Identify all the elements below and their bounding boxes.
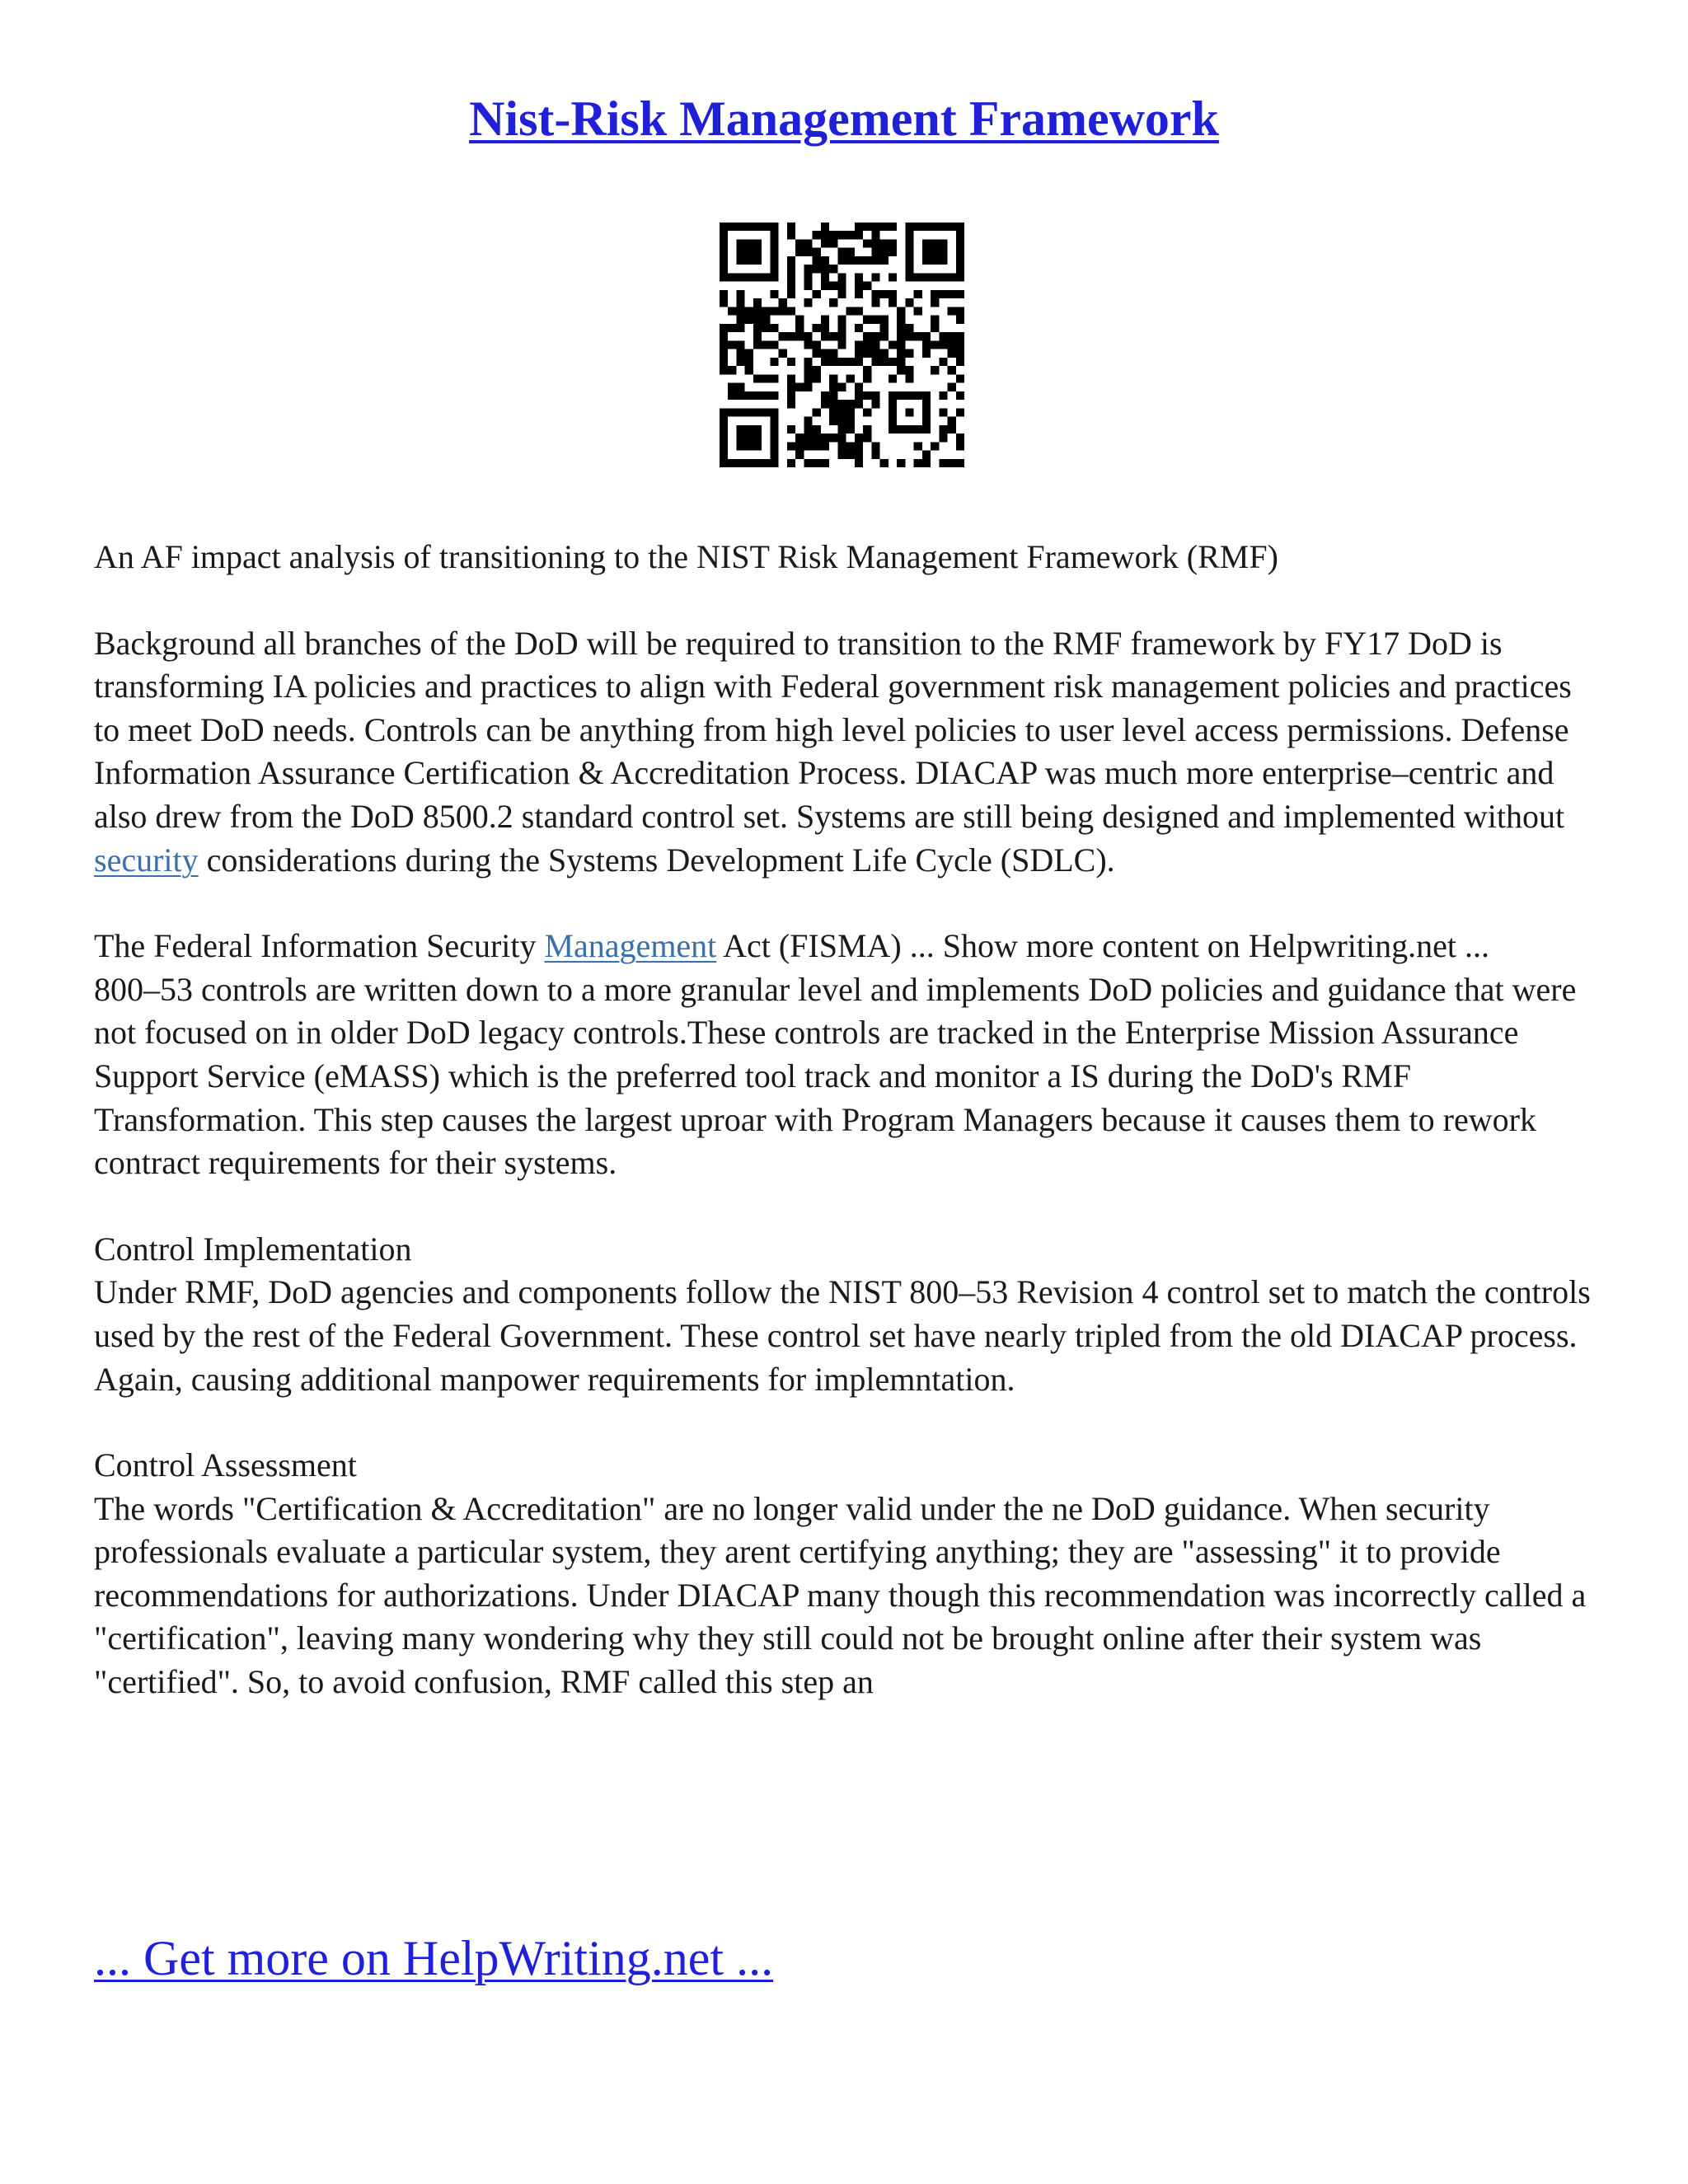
control-implementation-paragraph: Under RMF, DoD agencies and components follow the NIST 800–53 Revision 4 control set to match the controls used by the rest of the Federal Government. These control set have nearly tripled from the old DIACAP process. Again, causing additional manpower requirements for implemntation.	[94, 1273, 1591, 1398]
get-more-link[interactable]: ... Get more on HelpWriting.net ...	[94, 1931, 774, 1985]
page-title	[0, 89, 1688, 148]
title-link[interactable]: Nist-Risk Management Framework	[469, 91, 1219, 146]
controls-paragraph: 800–53 controls are written down to a more granular level and implements DoD policies and guidance that were not focused on in older DoD legacy controls.These controls are tracked in the Enterprise Mission Assurance Support Service (eMASS) which is the preferred tool track and monitor a IS during the DoD's RMF Transformation. This step causes the largest uproar with Program Managers because it causes them to rework contract requirements for their systems.	[94, 970, 1577, 1182]
fisma-text-end: Act (FISMA) ... Show more content on Helpwriting.net ...	[716, 927, 1489, 965]
footer-link-container	[94, 1929, 773, 1988]
control-assessment-heading: Control Assessment	[94, 1446, 357, 1484]
security-link[interactable]: security	[94, 841, 199, 879]
qr-code-image	[720, 223, 964, 467]
background-text-start: Background all branches of the DoD will be required to transition to the RMF framework by FY17 DoD is transforming IA policies and practices to align with Federal government risk management policies and practices to meet DoD needs. Controls can be anything from high level policies to user level access permissions. Defense Information Assurance Certification & Accreditation Process. DIACAP was much more enterprise–centric and also drew from the DoD 8500.2 standard control set. Systems are still being designed and implemented without	[94, 624, 1572, 835]
background-text-end: considerations during the Systems Development Life Cycle (SDLC).	[198, 841, 1115, 879]
management-link[interactable]: Management	[544, 927, 717, 965]
fisma-text-start: The Federal Information Security	[94, 927, 545, 965]
document-body	[94, 536, 1602, 1704]
control-implementation-heading: Control Implementation	[94, 1230, 412, 1268]
fisma-paragraph	[94, 925, 1602, 968]
intro-paragraph: An AF impact analysis of transitioning to the NIST Risk Management Framework (RMF)	[94, 538, 1278, 575]
background-paragraph	[94, 622, 1602, 883]
control-assessment-paragraph: The words "Certification & Accreditation" are no longer valid under the ne DoD guidance. When security professionals evaluate a particular system, they arent certifying anything; they are "assessing" it to provide recommendations for authorizations. Under DIACAP many though this recommendation was incorrectly called a "certification", leaving many wondering why they still could not be brought online after their system was "certified". So, to avoid confusion, RMF called this step an	[94, 1489, 1587, 1701]
